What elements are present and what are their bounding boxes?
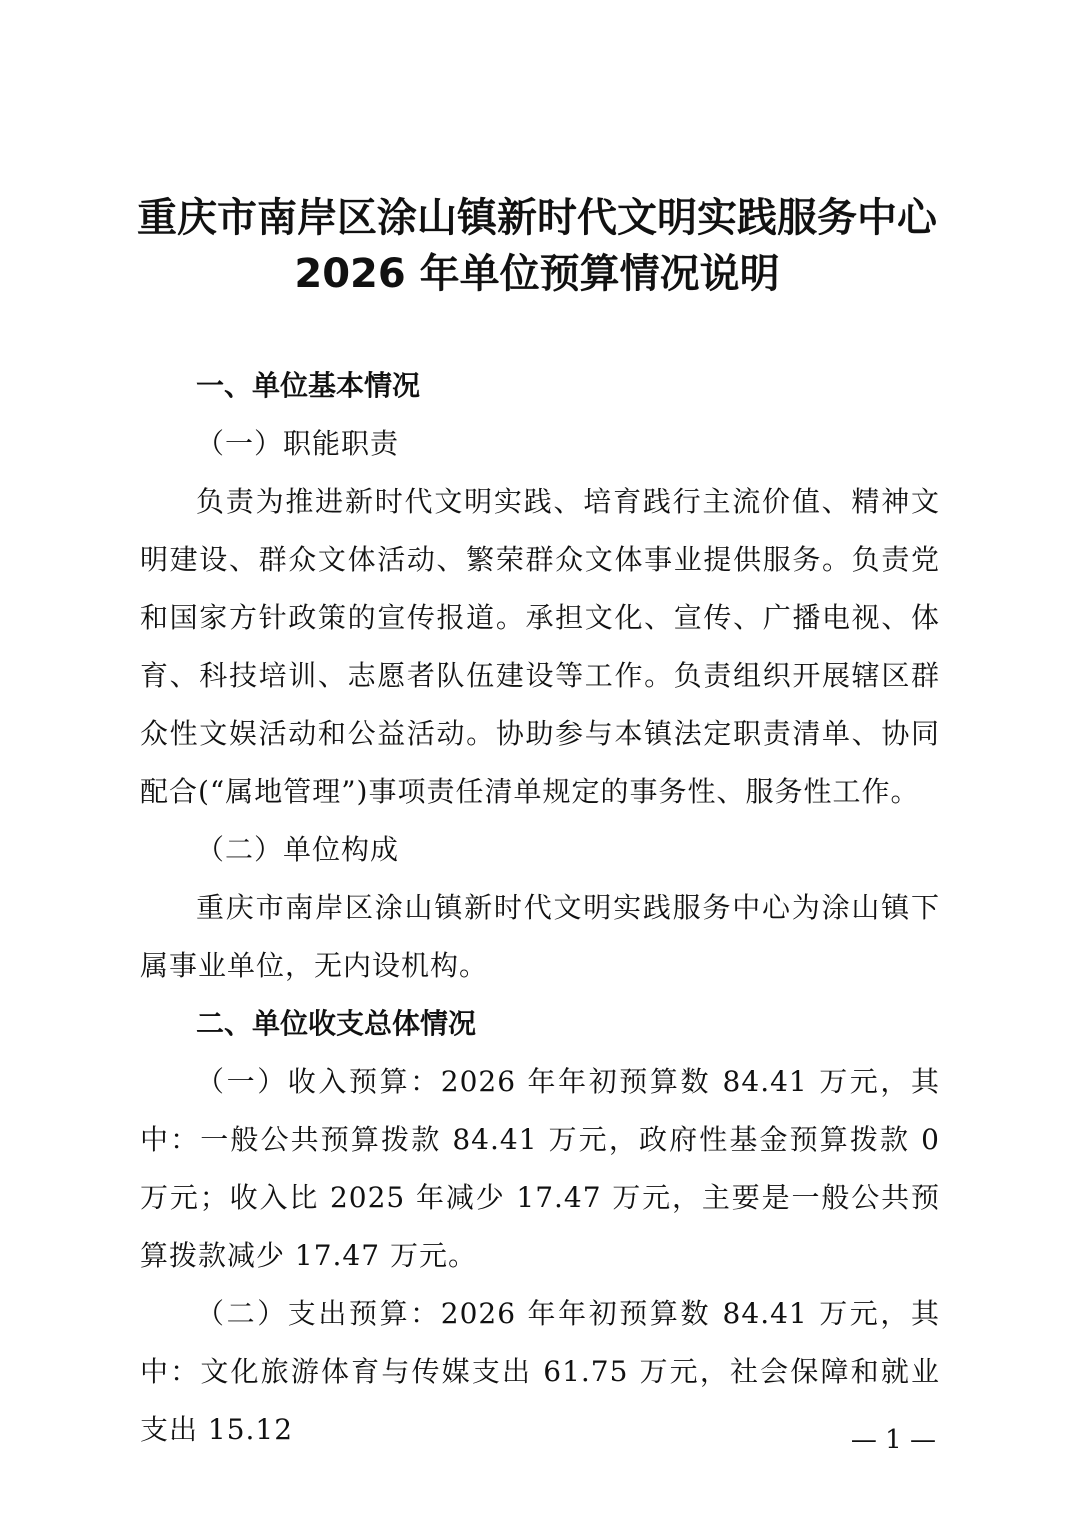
paragraph-expenditure-budget: （二）支出预算：2026 年年初预算数 84.41 万元，其中：文化旅游体育与传媒支出 61.75 万元，社会保障和就业支出 15.12 — [140, 1297, 940, 1446]
paragraph-income-budget: （一）收入预算：2026 年年初预算数 84.41 万元，其中：一般公共预算拨款 84.41 万元，政府性基金预算拨款 0 万元；收入比 2025 年减少 17.47 万元，主要是一般公共预算拨款减少 17.47 万元。 — [140, 1065, 940, 1272]
subheading-composition: （二）单位构成 — [196, 833, 400, 866]
document-body — [140, 357, 940, 1459]
document-title-line1: 重庆市南岸区涂山镇新时代文明实践服务中心 — [137, 195, 937, 241]
page-number: — 1 — — [850, 1425, 936, 1455]
paragraph-composition: 重庆市南岸区涂山镇新时代文明实践服务中心为涂山镇下属事业单位，无内设机构。 — [140, 891, 940, 982]
section-heading-budget-overview: 二、单位收支总体情况 — [196, 1007, 477, 1040]
subheading-functions: （一）职能职责 — [196, 427, 400, 460]
paragraph-functions: 负责为推进新时代文明实践、培育践行主流价值、精神文明建设、群众文体活动、繁荣群众文体事业提供服务。负责党和国家方针政策的宣传报道。承担文化、宣传、广播电视、体育、科技培训、志愿者队伍建设等工作。负责组织开展辖区群众性文娱活动和公益活动。协助参与本镇法定职责清单、协同配合(“属地管理”)事项责任清单规定的事务性、服务性工作。 — [140, 485, 940, 808]
document-title-line2: 2026 年单位预算情况说明 — [294, 251, 780, 297]
section-heading-basic-info: 一、单位基本情况 — [196, 369, 421, 402]
